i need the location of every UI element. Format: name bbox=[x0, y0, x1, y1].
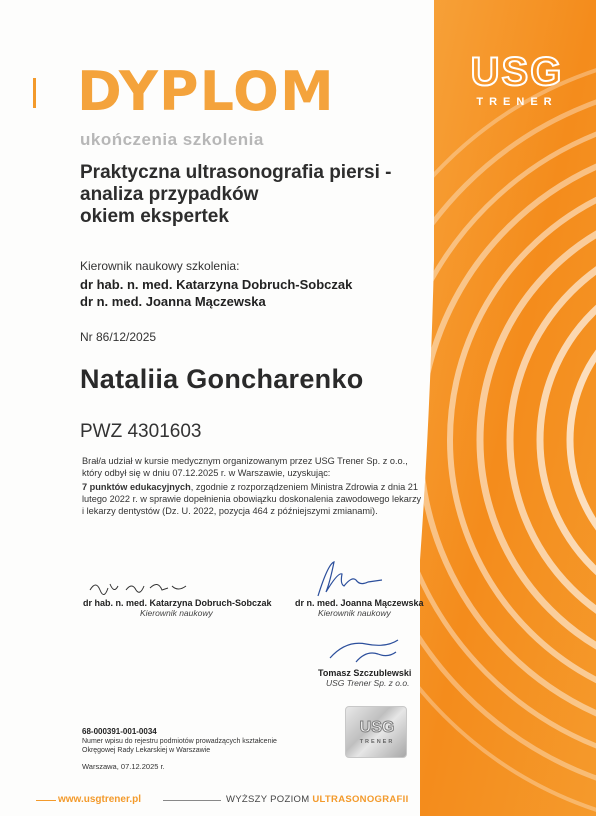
course-title bbox=[80, 162, 430, 228]
title-accent-bar bbox=[33, 78, 36, 108]
signature-scribble-2 bbox=[308, 558, 388, 600]
signature-scribble-3 bbox=[326, 636, 406, 666]
striped-background-graphic bbox=[420, 0, 596, 816]
participation-text: Brał/a udział w kursie medycznym organizowanym przez USG Trener Sp. z o.o., który odbył się w dniu 07.12.2025 r. w Warszawie, uzyskując: bbox=[82, 456, 408, 478]
signature-role-3: USG Trener Sp. z o.o. bbox=[326, 678, 410, 688]
registry-description: Numer wpisu do rejestru podmiotów prowadzących kształcenie Okręgowej Rady Lekarskiej w Warszawie bbox=[82, 738, 277, 754]
hologram-seal bbox=[345, 706, 407, 758]
footer-slogan bbox=[226, 794, 409, 805]
supervisor-name: dr n. med. Joanna Mączewska bbox=[80, 294, 266, 309]
diploma-subtitle: ukończenia szkolenia bbox=[80, 130, 264, 149]
signature-role-1: Kierownik naukowy bbox=[140, 608, 213, 618]
course-title-line: okiem ekspertek bbox=[80, 206, 229, 227]
hologram-trener-text: TRENER bbox=[359, 739, 395, 745]
orange-decorative-panel bbox=[420, 0, 596, 816]
course-title-line: Praktyczna ultrasonografia piersi - bbox=[80, 162, 392, 183]
logo-usg-text: USG bbox=[470, 50, 564, 94]
supervisor-label: Kierownik naukowy szkolenia: bbox=[80, 259, 240, 273]
course-title-line: analiza przypadków bbox=[80, 184, 259, 205]
slogan-highlight: ULTRASONOGRAFII bbox=[312, 794, 409, 805]
footer-divider-middle bbox=[163, 800, 221, 801]
place-and-date: Warszawa, 07.12.2025 r. bbox=[82, 762, 165, 771]
slogan-prefix: WYŻSZY POZIOM bbox=[226, 794, 310, 805]
signature-role-2: Kierownik naukowy bbox=[318, 608, 391, 618]
logo-trener-text: TRENER bbox=[476, 96, 558, 108]
signature-name-2: dr n. med. Joanna Mączewska bbox=[295, 598, 424, 608]
signature-name-3: Tomasz Szczublewski bbox=[318, 668, 412, 678]
points-text bbox=[82, 481, 422, 517]
website-link[interactable]: www.usgtrener.pl bbox=[58, 794, 141, 805]
supervisor-name: dr hab. n. med. Katarzyna Dobruch-Sobczak bbox=[80, 277, 353, 292]
registry-code: 68-000391-001-0034 bbox=[82, 727, 157, 736]
hologram-usg-text: USG bbox=[359, 719, 395, 736]
footer-divider-left bbox=[36, 800, 56, 801]
usg-trener-logo bbox=[458, 52, 576, 108]
diploma-number: Nr 86/12/2025 bbox=[80, 330, 157, 344]
pwz-number: PWZ 4301603 bbox=[80, 421, 202, 442]
regulation-text: , zgodnie z rozporządzeniem Ministra Zdrowia z dnia 21 lutego 2022 r. w sprawie dopełnienia obowiązku doskonalenia zawodowego lekarzy i lekarzy dentystów (Dz. U. 2022, pozycja 464 z późniejszymi zmianami). bbox=[82, 482, 422, 516]
signature-name-1: dr hab. n. med. Katarzyna Dobruch-Sobczak bbox=[83, 598, 272, 608]
points-highlight: 7 punktów edukacyjnych bbox=[82, 482, 191, 492]
diploma-title: DYPLOM bbox=[77, 60, 335, 123]
participant-name: Nataliia Goncharenko bbox=[80, 364, 364, 394]
